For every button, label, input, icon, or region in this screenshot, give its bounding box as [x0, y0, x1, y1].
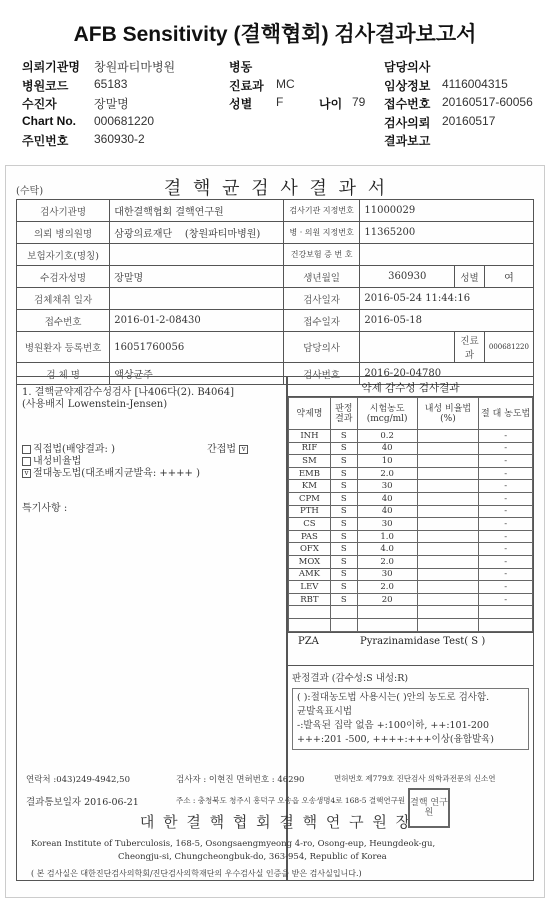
sex-value: 여 [484, 266, 533, 288]
interp-line: -:발육된 집락 없음 +:100이하, ++:101-200 [297, 720, 489, 731]
header-label: 검사의뢰 [384, 115, 431, 130]
footer-report-date: 결과통보일자 2016-06-21 [26, 797, 139, 808]
drug-cell: LEV [289, 581, 331, 594]
test-date-label: 검사일자 [283, 288, 360, 310]
footer-institute-en: Korean Institute of Tuberculosis, 168-5, Osongsaengmyeong 4-ro, Osong-eup, Heungdeok-gu, [31, 839, 436, 849]
indirect-method [207, 440, 250, 455]
ratio-label: 내성비율법 [33, 456, 82, 467]
conc-cell [357, 606, 417, 619]
hospital-id-value: 11365200 [360, 222, 534, 244]
table-row [289, 430, 533, 443]
result-cell [330, 618, 357, 631]
drug-cell: OFX [289, 543, 331, 556]
header-row [22, 114, 542, 133]
resist-cell [417, 467, 479, 480]
result-cell: S [330, 455, 357, 468]
susceptibility-table [288, 397, 533, 632]
table-row [289, 480, 533, 493]
conc-cell: 4.0 [357, 543, 417, 556]
receipt-date-label: 접수일자 [283, 310, 360, 332]
header-value: 창원파티마병원 [94, 60, 176, 74]
result-cell: S [330, 442, 357, 455]
col-drug: 약제명 [289, 398, 331, 430]
header-value: 장말명 [94, 97, 129, 111]
insurer-value [110, 244, 284, 266]
doctor-label: 담당의사 [283, 332, 360, 363]
table-row [289, 568, 533, 581]
header-row [22, 95, 542, 114]
patient-label: 수검자성명 [17, 266, 110, 288]
interp-line: 균발육표시법 [297, 706, 353, 717]
conc-cell: 20 [357, 593, 417, 606]
hospital-cell [110, 222, 284, 244]
dept-label: 진료과 [455, 332, 485, 363]
header-value: 4116004315 [442, 76, 508, 91]
resist-cell [417, 480, 479, 493]
indirect-checkbox: v [239, 445, 248, 454]
conc-cell [357, 618, 417, 631]
header-value: 65183 [94, 76, 128, 91]
result-cell: S [330, 518, 357, 531]
conc-cell: 30 [357, 568, 417, 581]
footer-tester: 검사자 : 이현진 면허번호 : 46290 [176, 775, 305, 785]
conc-cell: 40 [357, 442, 417, 455]
drug-cell: KM [289, 480, 331, 493]
footer-address-en: Cheongju-si, Chungcheongbuk-do, 363-954, Republic of Korea [118, 852, 387, 862]
drug-cell: RBT [289, 593, 331, 606]
indirect-label: 간접법 [207, 444, 236, 455]
resist-cell [417, 581, 479, 594]
absolute-checkbox: v [22, 469, 31, 478]
col-conc: 시험농도 (mcg/ml) [357, 398, 417, 430]
resist-cell [417, 505, 479, 518]
resist-cell [417, 442, 479, 455]
interpretation-box [288, 665, 533, 756]
method-text [22, 387, 234, 411]
drug-cell: SM [289, 455, 331, 468]
test-no-label: 검사번호 [283, 363, 360, 385]
conc-cell: 2.0 [357, 467, 417, 480]
resist-cell [417, 593, 479, 606]
insurer-label: 보험자기호(명칭) [17, 244, 110, 266]
drug-cell: EMB [289, 467, 331, 480]
hospital-value: 삼광의료재단 [114, 229, 173, 240]
abs-cell: - [479, 467, 533, 480]
header-label: 의뢰기관명 [22, 60, 80, 74]
susceptibility-title: 약제 감수성 검사결과 [288, 377, 533, 397]
result-cell: S [330, 505, 357, 518]
resist-cell [417, 606, 479, 619]
result-cell: S [330, 492, 357, 505]
drug-cell: PAS [289, 530, 331, 543]
hospital-sub: (창원파티마병원) [184, 229, 261, 240]
header-label: Chart No. [22, 113, 76, 128]
header-row [22, 58, 542, 77]
abs-cell: - [479, 505, 533, 518]
resist-cell [417, 555, 479, 568]
header-value: 000681220 [94, 113, 155, 128]
notes-label: 특기사항 : [22, 503, 68, 514]
resist-cell [417, 618, 479, 631]
header-label: 결과보고 [384, 134, 431, 148]
pza-value: Pyrazinamidase Test( S ) [360, 635, 486, 647]
pza-label: PZA [298, 635, 319, 647]
abs-cell: - [479, 480, 533, 493]
direct-label: 직접법(배양결과: ) [33, 444, 115, 455]
footer-note: ( 본 검사실은 대한진단검사의학회/진단검사의학재단의 우수검사실 인증을 받은 검사실입니다.) [31, 869, 362, 878]
table-row [289, 530, 533, 543]
abs-cell: - [479, 530, 533, 543]
header-value: MC [276, 76, 295, 91]
collect-date-label: 검체채취 일자 [17, 288, 110, 310]
header-label: 진료과 [229, 78, 264, 93]
footer-phone: 연락처 :043)249-4942,50 [26, 775, 130, 785]
abs-cell: - [479, 518, 533, 531]
patient-value: 장말명 [110, 266, 284, 288]
medium-text: (사용배지 Lowenstein-Jensen) [22, 399, 168, 410]
result-cell: S [330, 568, 357, 581]
abs-cell [479, 618, 533, 631]
header-value: F [276, 95, 284, 109]
table-row [289, 467, 533, 480]
abs-cell: - [479, 430, 533, 443]
conc-cell: 40 [357, 505, 417, 518]
result-cell: S [330, 430, 357, 443]
result-cell: S [330, 530, 357, 543]
header-value: 20160517 [442, 113, 496, 128]
header-label: 병원코드 [22, 78, 69, 93]
hospital-id-label: 병 · 의원 지정번호 [283, 222, 360, 244]
abs-cell [479, 606, 533, 619]
table-row [289, 505, 533, 518]
result-cell: S [330, 593, 357, 606]
resist-cell [417, 530, 479, 543]
table-row [289, 518, 533, 531]
resist-cell [417, 568, 479, 581]
result-cell: S [330, 467, 357, 480]
scanned-report [5, 165, 545, 898]
abs-cell: - [479, 593, 533, 606]
hospital-label: 의뢰 병의원명 [17, 222, 110, 244]
interp-title: 판정결과 (감수성:S 내성:R) [292, 673, 409, 684]
table-row [289, 555, 533, 568]
seal-text: 결핵 연구원 [410, 798, 448, 818]
test-no-value: 2016-20-04780 [360, 363, 534, 385]
birth-label: 생년월일 [283, 266, 360, 288]
drug-cell: MOX [289, 555, 331, 568]
receipt-date-value: 2016-05-18 [360, 310, 534, 332]
conc-cell: 30 [357, 518, 417, 531]
interp-line: +++:201 -500, ++++:+++이상(융합발육) [297, 734, 495, 745]
report-title: AFB Sensitivity (결핵협회) 검사결과보고서 [73, 23, 477, 46]
insurance-id-label: 건강보험 증 번 호 [283, 244, 360, 266]
abs-cell: - [479, 555, 533, 568]
table-row [289, 618, 533, 631]
patient-info-table [16, 199, 534, 385]
collect-date-value [110, 288, 284, 310]
table-row [289, 593, 533, 606]
header-value: 20160517-60056 [442, 95, 533, 109]
registration-label: 병원환자 등록번호 [17, 332, 110, 363]
result-cell [330, 606, 357, 619]
footer-license: 면허번호 제779호 진단검사 의학과전문의 신소연 [334, 774, 496, 783]
abs-cell: - [479, 543, 533, 556]
interp-inner [292, 688, 529, 750]
abs-cell: - [479, 442, 533, 455]
drug-cell: INH [289, 430, 331, 443]
col-abs: 절 대 농도법 [479, 398, 533, 430]
footer-institute-kr: 대 한 결 핵 협 회 결 핵 연 구 원 장 [139, 813, 413, 831]
drug-cell: PTH [289, 505, 331, 518]
resist-cell [417, 543, 479, 556]
header-row [22, 132, 542, 151]
receipt-no-value: 2016-01-2-08430 [110, 310, 284, 332]
header-label: 담당의사 [384, 60, 431, 74]
result-cell: S [330, 480, 357, 493]
conc-cell: 2.0 [357, 581, 417, 594]
drug-cell [289, 606, 331, 619]
resist-cell [417, 518, 479, 531]
header-label: 병동 [229, 60, 253, 74]
drug-cell: AMK [289, 568, 331, 581]
header-label: 주민번호 [22, 134, 69, 148]
header-value: 79 [352, 95, 366, 109]
absolute-method [22, 464, 200, 479]
abs-cell: - [479, 492, 533, 505]
header-label: 임상정보 [384, 78, 431, 93]
method-title: 1. 결핵균약제감수성검사 [나406다(2). B4064] [22, 387, 235, 398]
resist-cell [417, 455, 479, 468]
result-cell: S [330, 555, 357, 568]
conc-cell: 1.0 [357, 530, 417, 543]
lab-id-value: 11000029 [360, 200, 534, 222]
abs-cell: - [479, 581, 533, 594]
consignment-stamp: (수탁) [16, 186, 44, 197]
test-date-value: 2016-05-24 11:44:16 [360, 288, 534, 310]
registration-value: 16051760056 [110, 332, 284, 363]
table-row [289, 492, 533, 505]
abs-cell: - [479, 568, 533, 581]
header-row [22, 77, 542, 96]
col-result: 판정 결과 [330, 398, 357, 430]
drug-cell: CPM [289, 492, 331, 505]
header-label: 나이 [319, 97, 343, 111]
lab-value: 대한결핵협회 결핵연구원 [110, 200, 284, 222]
institute-seal [408, 788, 450, 828]
conc-cell: 40 [357, 492, 417, 505]
header-label: 성별 [229, 97, 253, 111]
drug-cell: CS [289, 518, 331, 531]
header-label: 접수번호 [384, 97, 431, 111]
table-row [289, 455, 533, 468]
receipt-no-label: 접수번호 [17, 310, 110, 332]
footer-address-kr: 주소 : 충청북도 청주시 흥덕구 오송읍 오송생명4로 168-5 결핵연구원 [176, 796, 406, 805]
insurance-id-value [360, 244, 534, 266]
scanned-report-title: 결 핵 균 검 사 결 과 서 [163, 178, 389, 199]
sex-label: 성별 [455, 266, 485, 288]
table-row [289, 442, 533, 455]
table-row [289, 581, 533, 594]
abs-cell: - [479, 455, 533, 468]
pza-row [288, 632, 533, 650]
report-header [22, 58, 542, 151]
result-cell: S [330, 543, 357, 556]
table-header-row [289, 398, 533, 430]
table-row [289, 543, 533, 556]
conc-cell: 2.0 [357, 555, 417, 568]
resist-cell [417, 430, 479, 443]
doctor-value [360, 332, 455, 363]
lab-id-label: 검사기관 지정번호 [283, 200, 360, 222]
table-row [289, 606, 533, 619]
conc-cell: 0.2 [357, 430, 417, 443]
col-resist: 내성 비율법(%) [417, 398, 479, 430]
lab-label: 검사기관명 [17, 200, 110, 222]
specimen-label: 검 체 명 [17, 363, 110, 385]
header-value: 360930-2 [94, 132, 145, 146]
absolute-label: 절대농도법(대조배지균발육: ++++ ) [33, 468, 200, 479]
header-label: 수진자 [22, 97, 57, 111]
result-cell: S [330, 581, 357, 594]
drug-cell [289, 618, 331, 631]
conc-cell: 10 [357, 455, 417, 468]
birth-value: 360930 [360, 266, 455, 288]
interp-line: ( ):절대농도법 사용시는( )안의 농도로 검사함. [297, 692, 490, 703]
resist-cell [417, 492, 479, 505]
dept-value: 000681220 [484, 332, 533, 363]
specimen-value: 액상균주 [110, 363, 284, 385]
drug-cell: RIF [289, 442, 331, 455]
conc-cell: 30 [357, 480, 417, 493]
